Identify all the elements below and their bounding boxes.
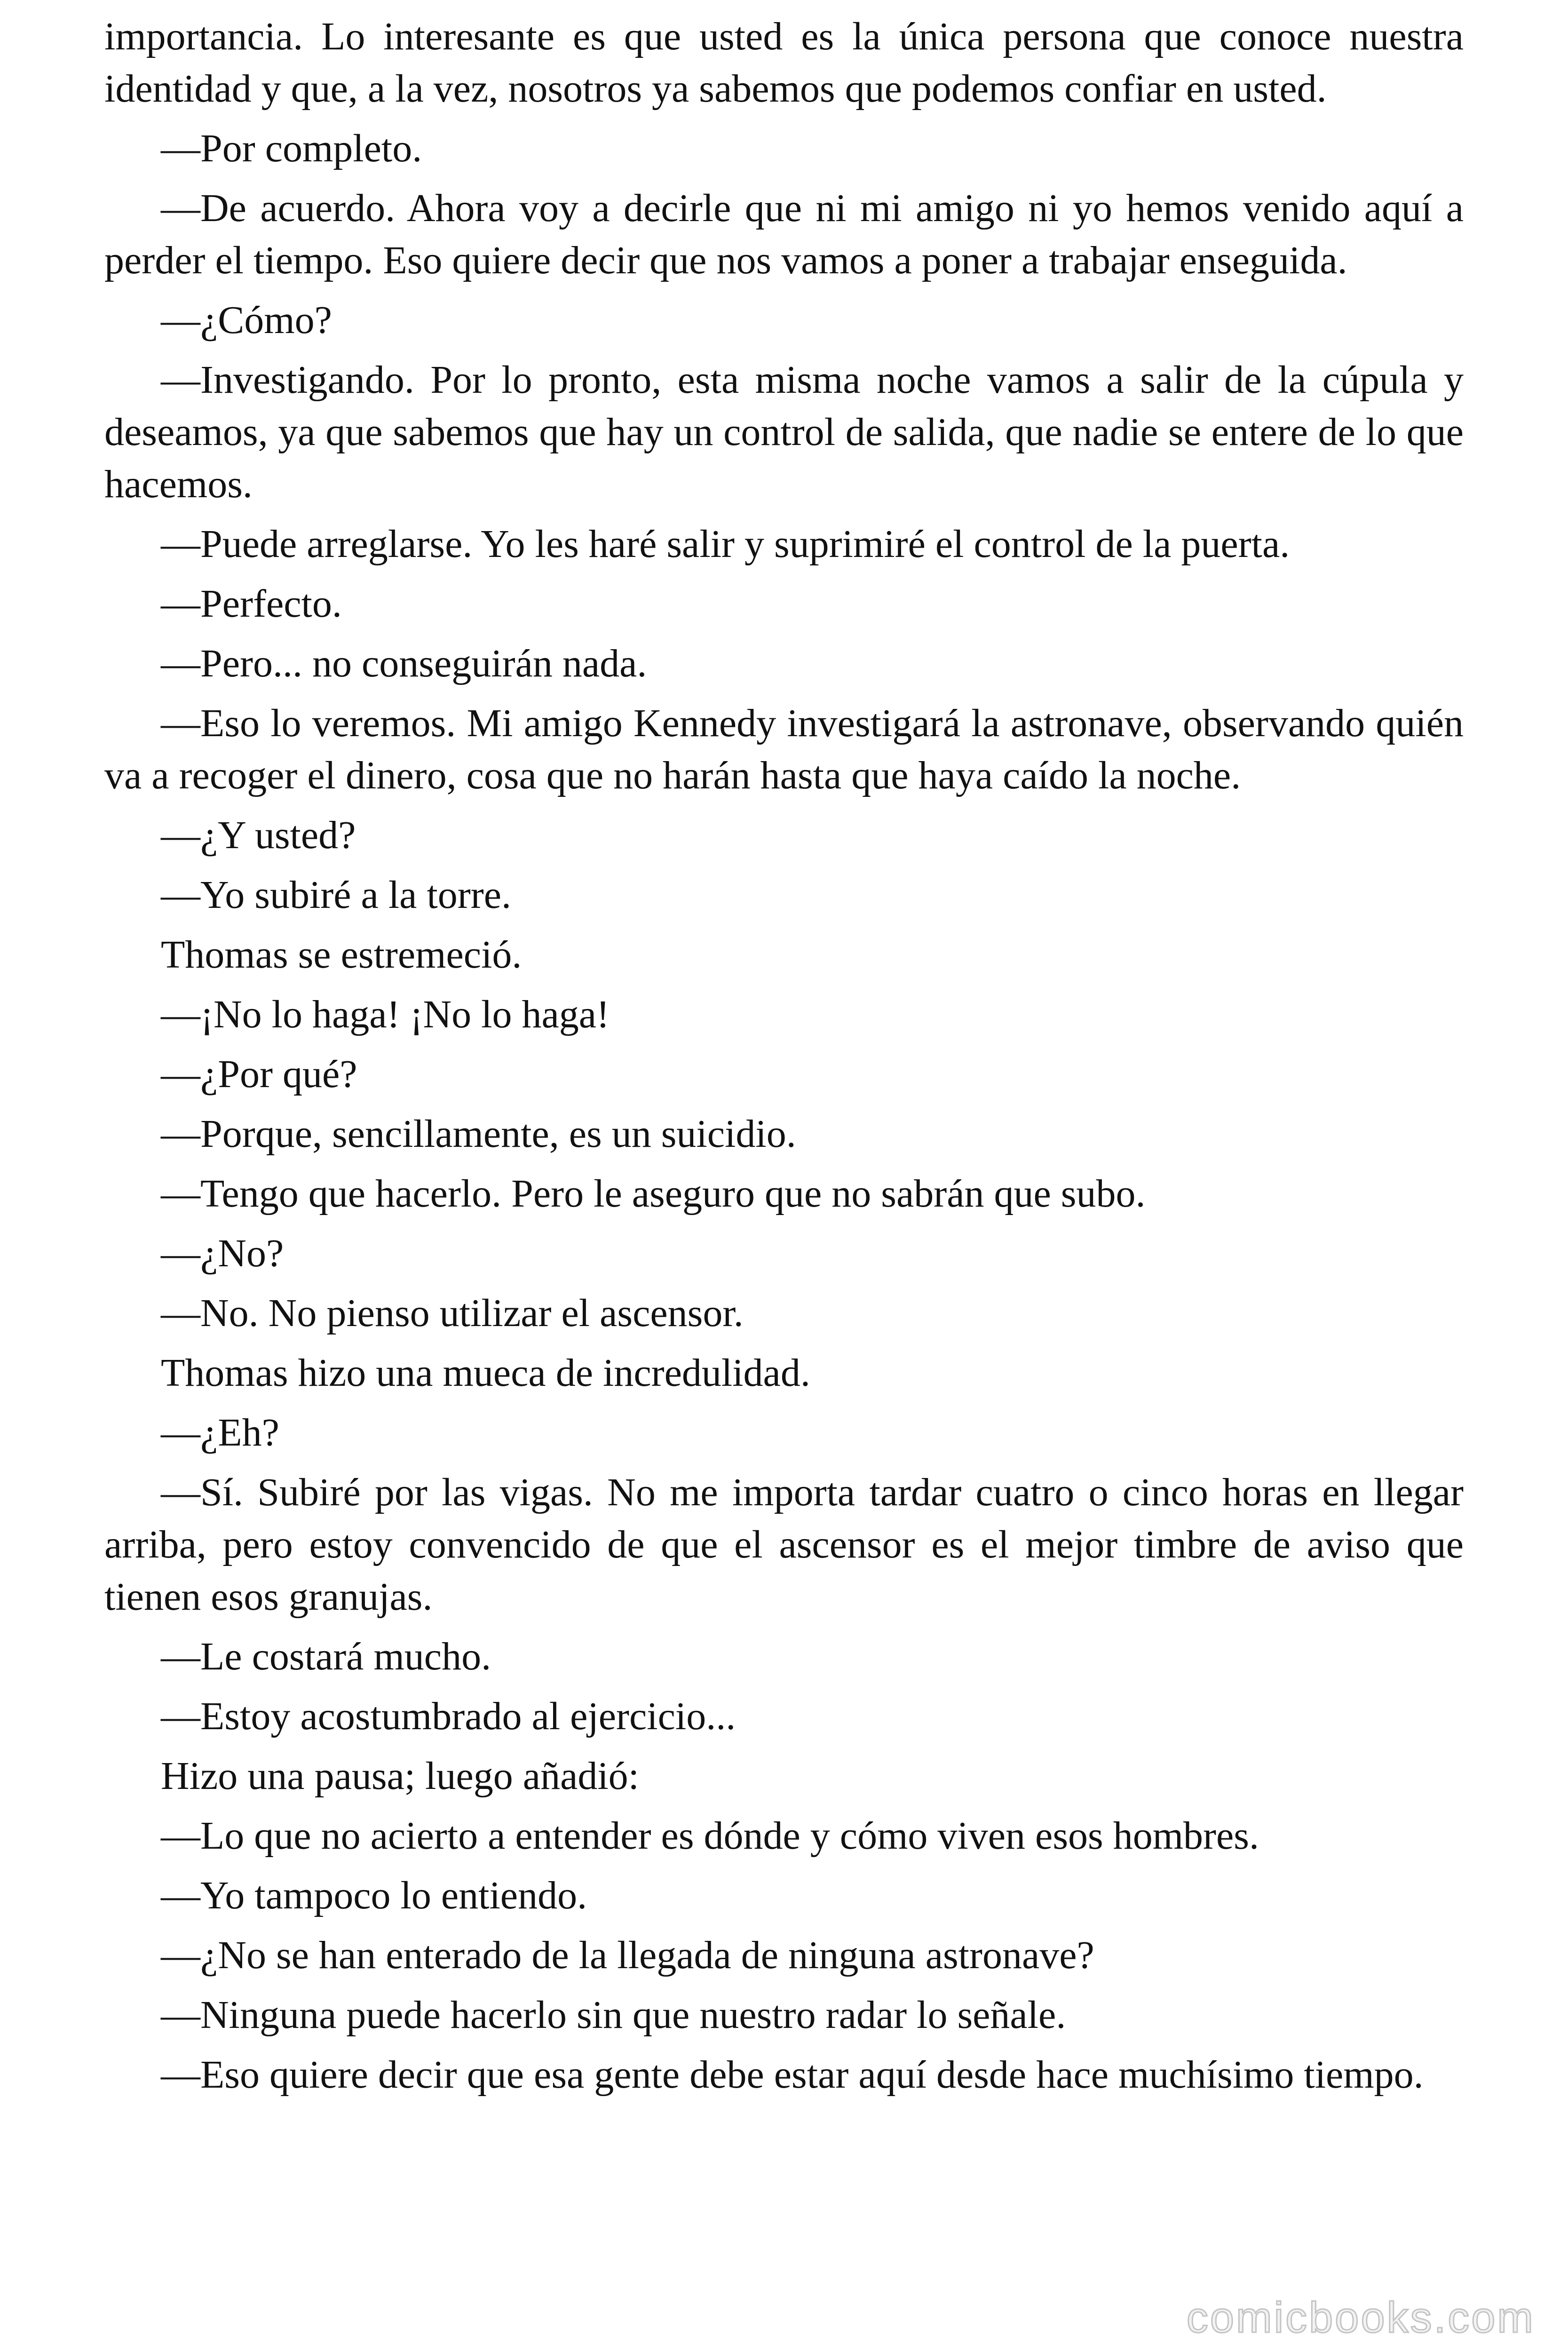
paragraph: —Pero... no conseguirán nada. — [161, 642, 647, 685]
paragraph: —Porque, sencillamente, es un suicidio. — [161, 1112, 796, 1156]
paragraph: —Investigando. Por lo pronto, esta misma noche vamos a salir de la cúpula y deseamos, ya que sabemos que hay un control de salida, que nadie se entere de lo que hacemos. — [104, 358, 1464, 506]
book-page — [104, 10, 1464, 2108]
paragraph: —¿Eh? — [161, 1411, 279, 1454]
paragraph: —Yo subiré a la torre. — [161, 873, 512, 917]
paragraph: Hizo una pausa; luego añadió: — [161, 1754, 640, 1798]
paragraph: —¿Por qué? — [161, 1052, 357, 1096]
paragraph: Thomas hizo una mueca de incredulidad. — [161, 1351, 810, 1395]
paragraph: —¿Y usted? — [161, 813, 356, 857]
paragraph: —Eso quiere decir que esa gente debe estar aquí desde hace muchísimo tiempo. — [161, 2053, 1424, 2097]
paragraph: —Tengo que hacerlo. Pero le aseguro que no sabrán que subo. — [161, 1172, 1146, 1216]
paragraph: —Eso lo veremos. Mi amigo Kennedy investigará la astronave, observando quién va a recoger el dinero, cosa que no harán hasta que haya caído la noche. — [104, 701, 1464, 797]
watermark-text: comicbooks.com — [1186, 2294, 1535, 2342]
paragraph: —Le costará mucho. — [161, 1635, 491, 1678]
paragraph: —¡No lo haga! ¡No lo haga! — [161, 993, 610, 1036]
paragraph: —¿No se han enterado de la llegada de ninguna astronave? — [161, 1933, 1094, 1977]
paragraph: —Yo tampoco lo entiendo. — [161, 1874, 587, 1917]
paragraph: —Por completo. — [161, 127, 422, 170]
paragraph: —Estoy acostumbrado al ejercicio... — [161, 1694, 736, 1738]
paragraph: —Puede arreglarse. Yo les haré salir y suprimiré el control de la puerta. — [161, 522, 1290, 566]
paragraph: Thomas se estremeció. — [161, 933, 522, 977]
paragraph: —De acuerdo. Ahora voy a decirle que ni mi amigo ni yo hemos venido aquí a perder el tiempo. Eso quiere decir que nos vamos a poner a trabajar enseguida. — [104, 186, 1464, 282]
paragraph: —No. No pienso utilizar el ascensor. — [161, 1291, 744, 1335]
paragraph: —Sí. Subiré por las vigas. No me importa tardar cuatro o cinco horas en llegar arriba, pero estoy convencido de que el ascensor es el mejor timbre de aviso que tienen esos granujas. — [104, 1470, 1464, 1619]
paragraph: —Lo que no acierto a entender es dónde y cómo viven esos hombres. — [161, 1814, 1259, 1858]
paragraph: importancia. Lo interesante es que usted es la única persona que conoce nuestra identidad y que, a la vez, nosotros ya sabemos que podemos confiar en usted. — [104, 15, 1464, 111]
paragraph: —Perfecto. — [161, 582, 342, 626]
paragraph: —¿No? — [161, 1232, 284, 1275]
paragraph: —Ninguna puede hacerlo sin que nuestro radar lo señale. — [161, 1993, 1066, 2037]
paragraph: —¿Cómo? — [161, 298, 332, 342]
